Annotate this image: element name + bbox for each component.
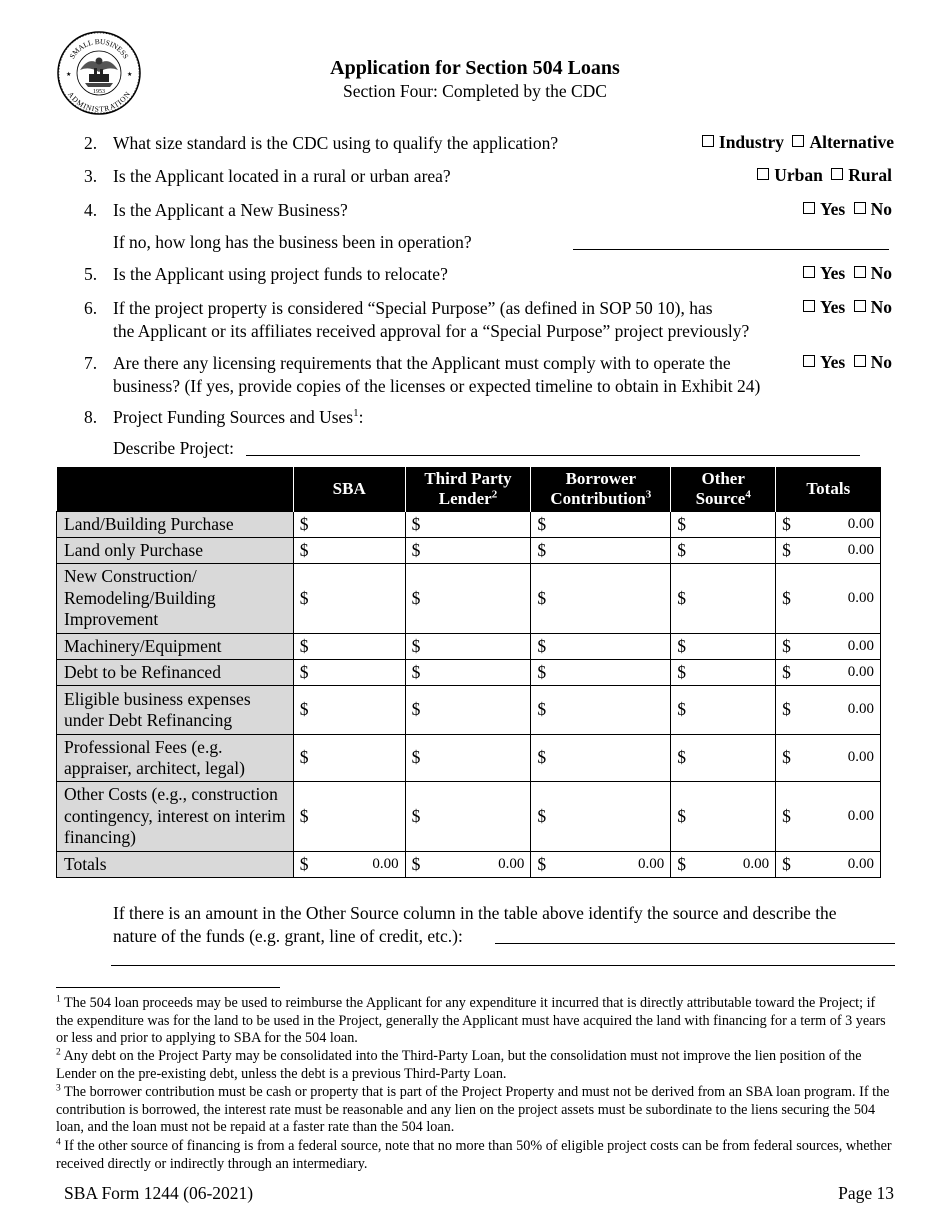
row-label: Other Costs (e.g., construction contingency, interest on interim financing) [57,782,294,852]
question-text-line1: If the project property is considered “Special Purpose” (as defined in SOP 50 10), has [113,298,713,318]
question-number: 2. [84,133,98,153]
amount-cell-tpl[interactable] [405,735,531,782]
special-purpose-options [803,297,892,318]
currency-symbol: $ [299,747,309,768]
total-cell-tpl [405,852,531,878]
no-checkbox[interactable] [854,300,866,312]
table-row [57,634,881,660]
row-label: Machinery/Equipment [57,634,294,660]
question-text: Project Funding Sources and Uses$^1$: [113,407,364,427]
amount-cell-os[interactable] [671,634,776,660]
row-label: Eligible business expenses under Debt Refinancing [57,686,294,735]
amount-value: 0.00 [638,855,665,872]
currency-symbol: $ [299,661,309,682]
amount-cell-bc[interactable] [531,634,671,660]
other-source-field-continued[interactable] [111,965,895,966]
other-source-note-line1: If there is an amount in the Other Source column in the table above identify the source and describe the [113,903,837,923]
footnote: $^2$ Any debt on the Project Party may be consolidated into the Third-Party Loan, but the consolidation must not improve the lien position of the Lender on the pre-existing debt, unless the debt is a previous Third-Party Loan. [56,1047,862,1082]
header-blank [57,467,294,512]
amount-cell-os[interactable] [671,686,776,735]
option-label: Urban [774,165,823,185]
question-number: 3. [84,166,98,186]
amount-value: 0.00 [847,749,874,766]
currency-symbol: $ [411,805,421,826]
footnote: $^4$ If the other source of financing is from a federal source, note that no more than 50% of eligible project costs can be from federal sources, whether received directly or indirectly through an intermediary. [56,1137,892,1172]
footnote-divider [56,987,280,988]
currency-symbol: $ [299,635,309,656]
currency-symbol: $ [677,587,687,608]
currency-symbol: $ [782,661,791,682]
describe-project-label: Describe Project: [113,438,234,458]
currency-symbol: $ [537,587,547,608]
currency-symbol: $ [411,699,421,720]
amount-value: 0.00 [847,663,874,680]
footnote: $^1$ The 504 loan proceeds may be used to reimburse the Applicant for any expenditure it incurred that is directly attributable toward the Project; if the expenditure was for the land to be used in the Project, generally the Applicant must have acquired the land with financing for a term of 3 years or less and prior to applying to SBA for the 504 loan. [56,994,886,1046]
svg-text:SMALL BUSINESS: SMALL BUSINESS [67,36,131,61]
currency-symbol: $ [411,661,421,682]
amount-cell-total[interactable] [776,735,881,782]
new-business-options [803,199,892,220]
amount-cell-total[interactable] [776,538,881,564]
amount-cell-tpl[interactable] [405,512,531,538]
currency-symbol: $ [299,539,309,560]
amount-value: 0.00 [847,855,874,872]
amount-cell-os[interactable] [671,512,776,538]
row-label: Land/Building Purchase [57,512,294,538]
currency-symbol: $ [537,513,547,534]
amount-cell-sba[interactable] [293,634,405,660]
currency-symbol: $ [411,747,421,768]
option-label: No [870,352,892,372]
amount-cell-tpl[interactable] [405,686,531,735]
amount-value: 0.00 [847,589,874,606]
industry-checkbox[interactable] [702,135,714,147]
svg-text:★: ★ [127,72,133,78]
svg-text:ADMINISTRATION: ADMINISTRATION [66,89,132,114]
currency-symbol: $ [677,805,687,826]
amount-value: 0.00 [847,515,874,532]
no-checkbox[interactable] [854,355,866,367]
question-text: Is the Applicant a New Business? [113,200,348,220]
currency-symbol: $ [299,513,309,534]
amount-value: 0.00 [847,701,874,718]
amount-cell-bc[interactable] [531,538,671,564]
question-number: 6. [84,298,98,318]
funding-sources-table [56,467,881,878]
currency-symbol: $ [782,747,791,768]
currency-symbol: $ [537,661,547,682]
question-text-line1: Are there any licensing requirements that the Applicant must comply with to operate the [113,353,731,373]
yes-checkbox[interactable] [803,266,815,278]
question-number: 7. [84,353,98,373]
amount-cell-total[interactable] [776,512,881,538]
no-checkbox[interactable] [854,202,866,214]
amount-cell-sba[interactable] [293,735,405,782]
amount-cell-total[interactable] [776,564,881,634]
page-title: Application for Section 504 Loans [330,57,620,79]
amount-value: 0.00 [372,855,399,872]
amount-cell-sba[interactable] [293,538,405,564]
header-other-source: Other Source$^4$ [671,467,776,512]
footnote: $^3$ The borrower contribution must be cash or property that is part of the Project Property and must not be derived from an SBA loan program. If the contribution is borrowed, the interest rate must be reasonable and any lien on the project assets must be subordinate to the liens securing the 504 loan, and the loan must not be repaid at a faster rate than the 504 loan. [56,1083,890,1135]
header-third-party-lender: Third Party Lender$^2$ [405,467,531,512]
total-cell-total [776,852,881,878]
amount-cell-os[interactable] [671,538,776,564]
describe-project-field[interactable] [246,455,860,456]
total-cell-os [671,852,776,878]
currency-symbol: $ [537,853,547,874]
no-checkbox[interactable] [854,266,866,278]
amount-cell-bc[interactable] [531,660,671,686]
urban-checkbox[interactable] [757,168,769,180]
svg-text:★: ★ [66,72,72,78]
amount-cell-sba[interactable] [293,660,405,686]
option-label: Yes [819,297,846,317]
amount-cell-sba[interactable] [293,782,405,852]
operation-duration-field[interactable] [573,249,889,250]
question-number: 5. [84,264,98,284]
currency-symbol: $ [411,635,421,656]
form-number: SBA Form 1244 (06-2021) [64,1183,254,1203]
table-row [57,735,881,782]
option-label: Industry [718,132,785,152]
currency-symbol: $ [299,805,309,826]
amount-cell-total[interactable] [776,782,881,852]
table-row [57,512,881,538]
option-label: No [870,297,892,317]
question-text-line2: business? (If yes, provide copies of the licenses or expected timeline to obtain in Exhibit 24) [113,376,761,396]
location-options [757,165,892,186]
amount-cell-bc[interactable] [531,564,671,634]
total-cell-sba [293,852,405,878]
amount-cell-bc[interactable] [531,735,671,782]
amount-cell-sba[interactable] [293,512,405,538]
yes-checkbox[interactable] [803,300,815,312]
amount-value: 0.00 [847,807,874,824]
currency-symbol: $ [537,539,547,560]
question-text: Is the Applicant using project funds to relocate? [113,264,448,284]
currency-symbol: $ [537,699,547,720]
yes-checkbox[interactable] [803,202,815,214]
row-label: Professional Fees (e.g. appraiser, architect, legal) [57,735,294,782]
currency-symbol: $ [782,587,791,608]
currency-symbol: $ [411,853,421,874]
currency-symbol: $ [411,513,421,534]
currency-symbol: $ [411,539,421,560]
currency-symbol: $ [677,539,687,560]
size-standard-options [702,132,894,153]
relocate-options [803,263,892,284]
row-label: Debt to be Refinanced [57,660,294,686]
yes-checkbox[interactable] [803,355,815,367]
currency-symbol: $ [677,699,687,720]
currency-symbol: $ [677,513,687,534]
alternative-checkbox[interactable] [792,135,804,147]
currency-symbol: $ [677,635,687,656]
page-number: Page 13 [838,1183,894,1203]
amount-value: 0.00 [742,855,770,872]
currency-symbol: $ [299,853,309,874]
row-label: Land only Purchase [57,538,294,564]
table-row [57,782,881,852]
amount-cell-sba[interactable] [293,564,405,634]
other-source-field[interactable] [495,943,895,944]
amount-cell-tpl[interactable] [405,634,531,660]
operation-duration-label: If no, how long has the business been in operation? [113,232,472,252]
currency-symbol: $ [537,805,547,826]
amount-cell-os[interactable] [671,564,776,634]
licensing-options [803,352,892,373]
currency-symbol: $ [782,699,791,720]
totals-row [57,852,881,878]
amount-cell-os[interactable] [671,782,776,852]
option-label: Rural [848,165,892,185]
question-number: 8. [84,407,98,427]
amount-cell-bc[interactable] [531,512,671,538]
option-label: Alternative [809,132,894,152]
table-row [57,686,881,735]
question-text-line2: the Applicant or its affiliates received approval for a “Special Purpose” project previously? [113,321,750,341]
table-row [57,564,881,634]
option-label: Yes [819,263,846,283]
total-cell-bc [531,852,671,878]
page-subtitle: Section Four: Completed by the CDC [343,81,607,101]
rural-checkbox[interactable] [831,168,843,180]
currency-symbol: $ [299,587,309,608]
currency-symbol: $ [677,853,687,874]
currency-symbol: $ [299,699,309,720]
amount-value: 0.00 [498,855,525,872]
currency-symbol: $ [782,805,791,826]
amount-cell-bc[interactable] [531,686,671,735]
row-label: New Construction/ Remodeling/Building Improvement [57,564,294,634]
amount-cell-sba[interactable] [293,686,405,735]
amount-cell-tpl[interactable] [405,782,531,852]
table-row [57,660,881,686]
question-number: 4. [84,200,98,220]
amount-cell-tpl[interactable] [405,564,531,634]
amount-cell-os[interactable] [671,735,776,782]
option-label: Yes [819,352,846,372]
question-text: What size standard is the CDC using to qualify the application? [113,133,559,153]
row-label: Totals [57,852,294,878]
table-header-row [57,467,881,512]
currency-symbol: $ [782,513,791,534]
amount-cell-tpl[interactable] [405,538,531,564]
option-label: No [870,199,892,219]
header-borrower-contribution: Borrower Contribution$^3$ [531,467,671,512]
amount-cell-total[interactable] [776,660,881,686]
currency-symbol: $ [782,853,791,874]
currency-symbol: $ [537,635,547,656]
question-text: Is the Applicant located in a rural or urban area? [113,166,451,186]
currency-symbol: $ [677,661,687,682]
currency-symbol: $ [677,747,687,768]
currency-symbol: $ [782,635,791,656]
header-sba: SBA [293,467,405,512]
option-label: Yes [819,199,846,219]
amount-cell-total[interactable] [776,634,881,660]
amount-cell-tpl[interactable] [405,660,531,686]
amount-value: 0.00 [847,541,874,558]
amount-value: 0.00 [847,637,874,654]
currency-symbol: $ [782,539,791,560]
other-source-note-line2: nature of the funds (e.g. grant, line of credit, etc.): [113,926,463,946]
amount-cell-os[interactable] [671,660,776,686]
table-row [57,538,881,564]
header-totals: Totals [776,467,881,512]
option-label: No [870,263,892,283]
amount-cell-total[interactable] [776,686,881,735]
currency-symbol: $ [411,587,421,608]
amount-cell-bc[interactable] [531,782,671,852]
currency-symbol: $ [537,747,547,768]
svg-text:1953: 1953 [93,89,105,95]
